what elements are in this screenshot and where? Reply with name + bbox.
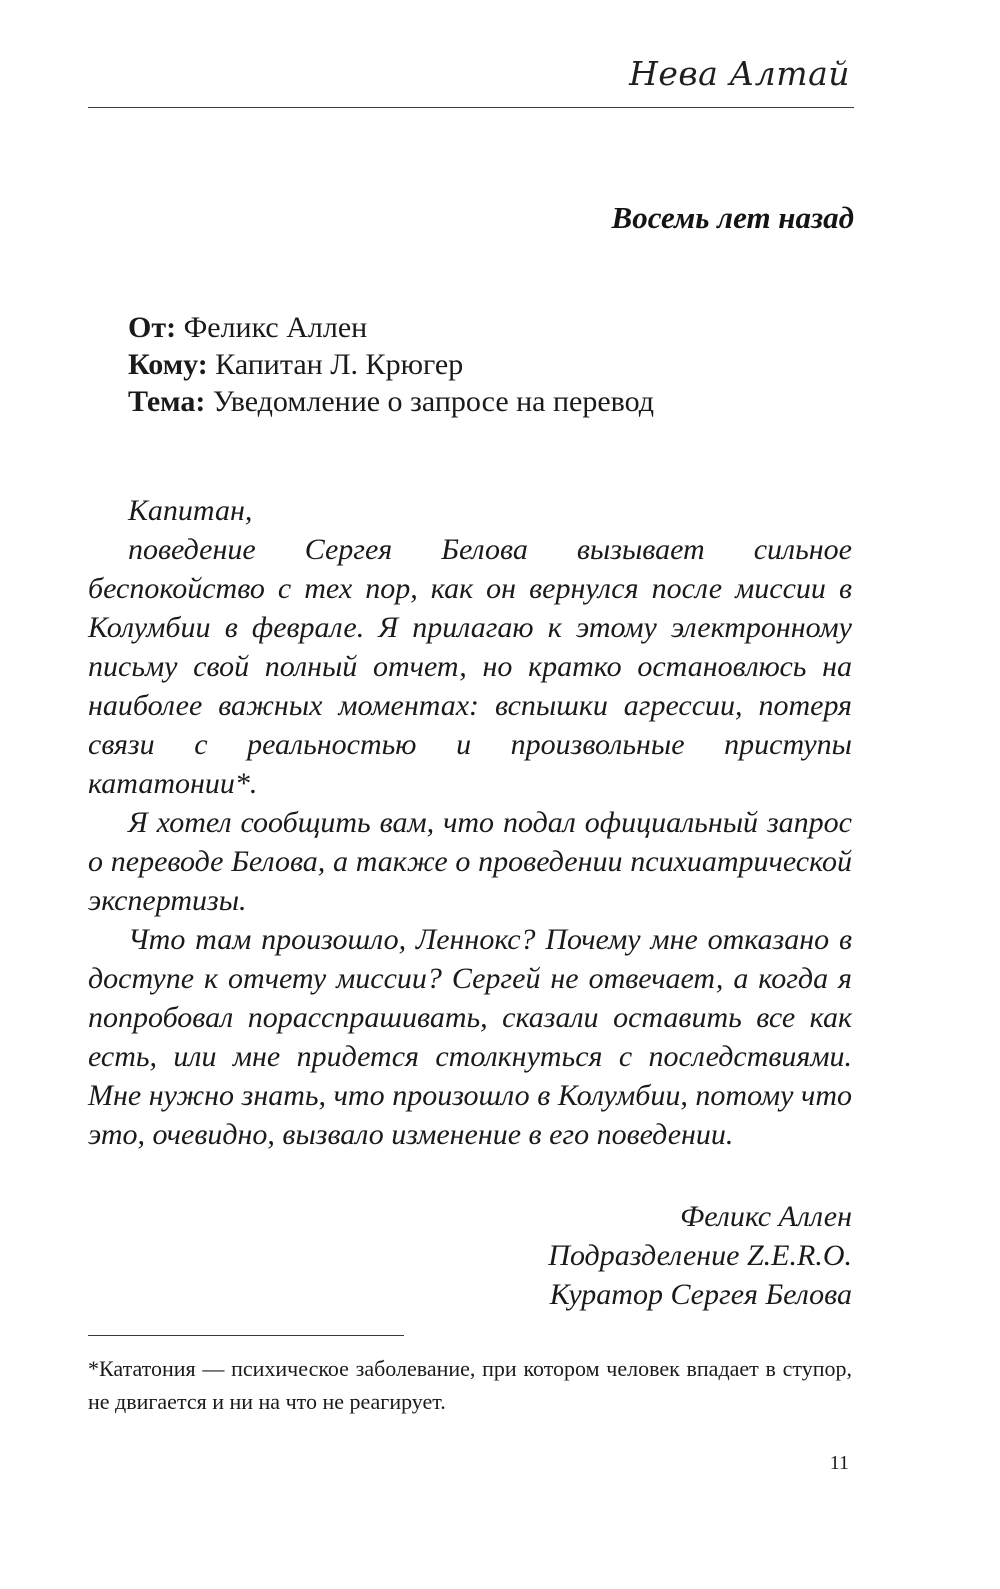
chapter-title: Восемь лет назад (611, 200, 854, 235)
email-header (128, 309, 654, 420)
email-from-row (128, 309, 654, 346)
email-to-label: Кому: (128, 348, 208, 381)
letter-greeting: Капитан, (128, 494, 253, 527)
footnote: *Кататония — психическое заболевание, при котором человек впадает в ступор, не двигается и ни на что не реагирует. (88, 1356, 852, 1414)
signature-role: Куратор Сергея Белова (549, 1278, 852, 1311)
email-from-value: Феликс Аллен (183, 311, 368, 344)
letter-paragraph: поведение Сергея Белова вызывает сильное беспокойство с тех пор, как он вернулся после миссии в Колумбии в феврале. Я прилагаю к этому электронному письму свой полный отчет, но кратко остановлюсь на наиболее важных моментах: вспышки агрессии, потеря связи с реальностью и произвольные приступы кататонии*. (88, 533, 852, 800)
letter-paragraph: Я хотел сообщить вам, что подал официальный запрос о переводе Белова, а также о проведении психиатрической экспертизы. (88, 806, 852, 917)
footnote-rule (88, 1335, 404, 1336)
email-from-label: От: (128, 311, 177, 344)
email-to-row (128, 346, 654, 383)
header-rule (88, 107, 854, 108)
signature-name: Феликс Аллен (680, 1200, 852, 1233)
email-subject-row (128, 383, 654, 420)
letter-paragraph: Что там произошло, Леннокс? Почему мне отказано в доступе к отчету миссии? Сергей не отвечает, а когда я попробовал порасспрашивать, сказали оставить все как есть, или мне придется столкнуться с последствиями. Мне нужно знать, что произошло в Колумбии, потому что это, очевидно, вызвало изменение в его поведении. (88, 923, 852, 1151)
signature-unit: Подразделение Z.E.R.O. (548, 1239, 852, 1272)
signature-block (548, 1197, 852, 1314)
running-head: Нева Алтай (629, 54, 850, 93)
email-subject-label: Тема: (128, 385, 206, 418)
page-number: 11 (829, 1452, 849, 1474)
email-subject-value: Уведомление о запросе на перевод (212, 385, 655, 418)
email-to-value: Капитан Л. Крюгер (215, 348, 464, 381)
letter-body (88, 491, 852, 1154)
